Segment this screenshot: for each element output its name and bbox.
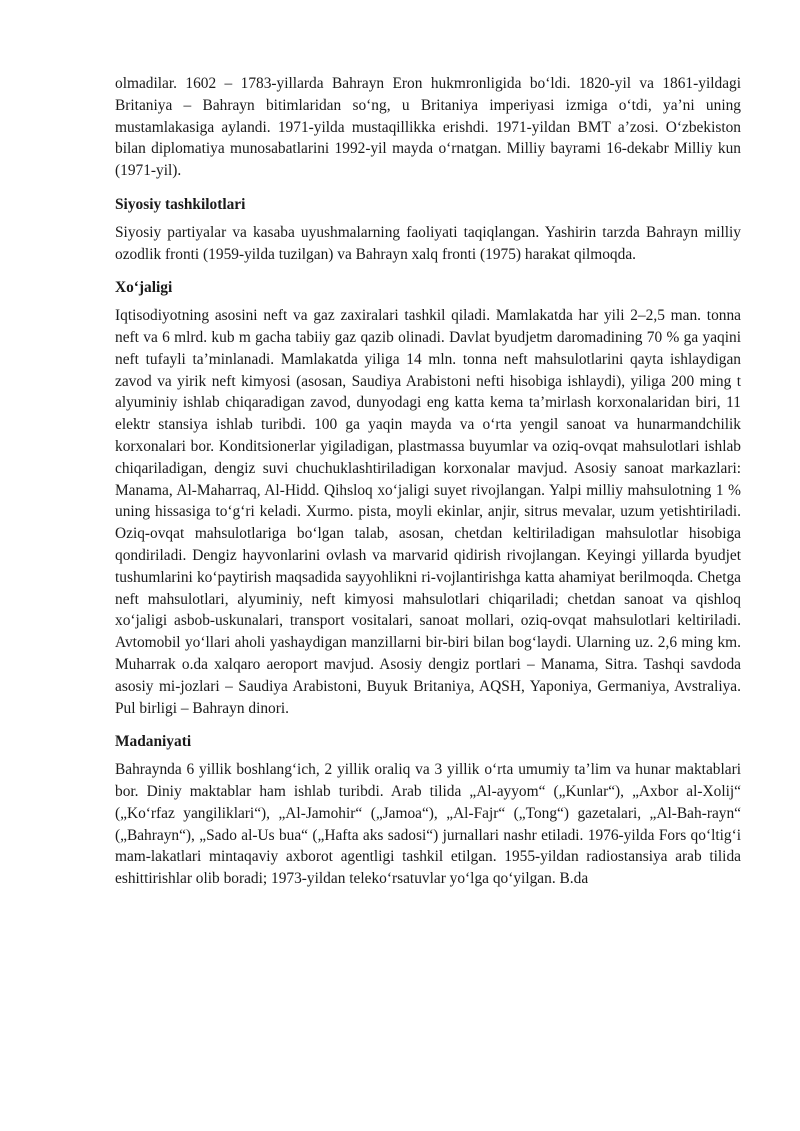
intro-paragraph: olmadilar. 1602 – 1783-yillarda Bahrayn Eron hukmronligida bo‘ldi. 1820-yil va 1861-yildagi Britaniya – Bahrayn bitimlaridan so‘ng, u Britaniya imperiyasi izmiga o‘tdi, ya’ni uning mustamlakasiga aylandi. 1971-yilda mustaqillikka erishdi. 1971-yildan BMT a’zosi. O‘zbekiston bilan diplomatiya munosabatlarini 1992-yil mayda o‘rnatgan. Milliy bayrami 16-dekabr Milliy kun (1971-yil). (115, 75, 741, 180)
heading-madaniyati: Madaniyati (115, 733, 192, 751)
madaniyati-paragraph: Bahraynda 6 yillik boshlang‘ich, 2 yillik oraliq va 3 yillik o‘rta umumiy ta’lim va hunar maktablari bor. Diniy maktablar ham ishlab turibdi. Arab tilida „Al-ayyom“ („Kunlar“), „Axbor al-Xolij“ („Ko‘rfaz yangiliklari“), „Al-Jamohir“ („Jamoa“), „Al-Fajr“ („Tong“) gazetalari, „Al-Bah-rayn“ („Bahrayn“), „Sado al-Us bua“ („Hafta aks sadosi“) jurnallari nashr etiladi. 1976-yilda Fors qo‘ltig‘i mam-lakatlari mintaqaviy axborot agentligi tashkil etilgan. 1955-yildan radiostansiya arab tilida eshittirishlar olib boradi; 1973-yildan teleko‘rsatuvlar yo‘lga qo‘yilgan. B.da (115, 761, 741, 888)
siyosiy-paragraph: Siyosiy partiyalar va kasaba uyushmalarning faoliyati taqiqlangan. Yashirin tarzda Bahrayn milliy ozodlik fronti (1959-yilda tuzilgan) va Bahrayn xalq fronti (1975) harakat qilmoqda. (115, 223, 741, 263)
xojaligi-paragraph: Iqtisodiyotning asosini neft va gaz zaxiralari tashkil qiladi. Mamlakatda har yili 2–2,5 man. tonna neft va 6 mlrd. kub m gacha tabiiy gaz qazib olinadi. Davlat byudjetm daromadining 70 % ga yaqini neft tufayli ta’minlanadi. Mamlakatda yiliga 14 mln. tonna neft mahsulotlarini qayta ishlaydigan zavod va yirik neft kimyosi (asosan, Saudiya Arabistoni nefti hisobiga ishlaydi), yiliga 200 ming t alyuminiy ishlab chiqaradigan zavod, dunyodagi eng katta kema ta’mirlash korxonalaridan biri, 11 elektr stansiya ishlab turibdi. 100 ga yaqin mayda va o‘rta yengil sanoat va hunarmandchilik korxonalari bor. Konditsionerlar yigiladigan, plastmassa buyumlar va oziq-ovqat mahsulotlari ishlab chiqariladigan, dengiz suvi chuchuklashtiriladigan korxonalar mavjud. Asosiy sanoat markazlari: Manama, Al-Maharraq, Al-Hidd. Qihsloq xo‘jaligi suyet rivojlangan. Yalpi milliy mahsulotning 1 % uning hissasiga to‘g‘ri keladi. Xurmo. pista, moyli ekinlar, anjir, sitrus mevalar, uzum yetishtiriladi. Oziq-ovqat mahsulotlariga bo‘lgan talab, asosan, chetdan keltiriladigan mahsulotlar hisobiga qondiriladi. Dengiz hayvonlarini ovlash va marvarid qidirish rivojlangan. Keyingi yillarda byudjet tushumlarini ko‘paytirish maqsadida sayyohlikni ri-vojlantirishga katta ahamiyat berilmoqda. Chetga neft mahsulotlari, alyuminiy, neft kimyosi mahsulotlari chiqariladi; chetdan sanoat va qishloq xo‘jaligi asbob-uskunalari, transport vositalari, sanoat mollari, oziq-ovqat mahsulotlari keltiriladi. Avtomobil yo‘llari aholi yashaydigan manzillarni bir-biri bilan bog‘laydi. Ularning uz. 2,6 ming km. Muharrak o.da xalqaro aeroport mavjud. Asosiy dengiz portlari – Manama, Sitra. Tashqi savdoda asosiy mi-jozlari – Saudiya Arabistoni, Buyuk Britaniya, AQSH, Yaponiya, Germaniya, Avstraliya. Pul birligi – Bahrayn dinori. (115, 307, 741, 717)
heading-xojaligi: Xo‘jaligi (115, 279, 173, 297)
heading-siyosiy-tashkilotlari: Siyosiy tashkilotlari (115, 195, 246, 213)
document-body (115, 73, 741, 890)
